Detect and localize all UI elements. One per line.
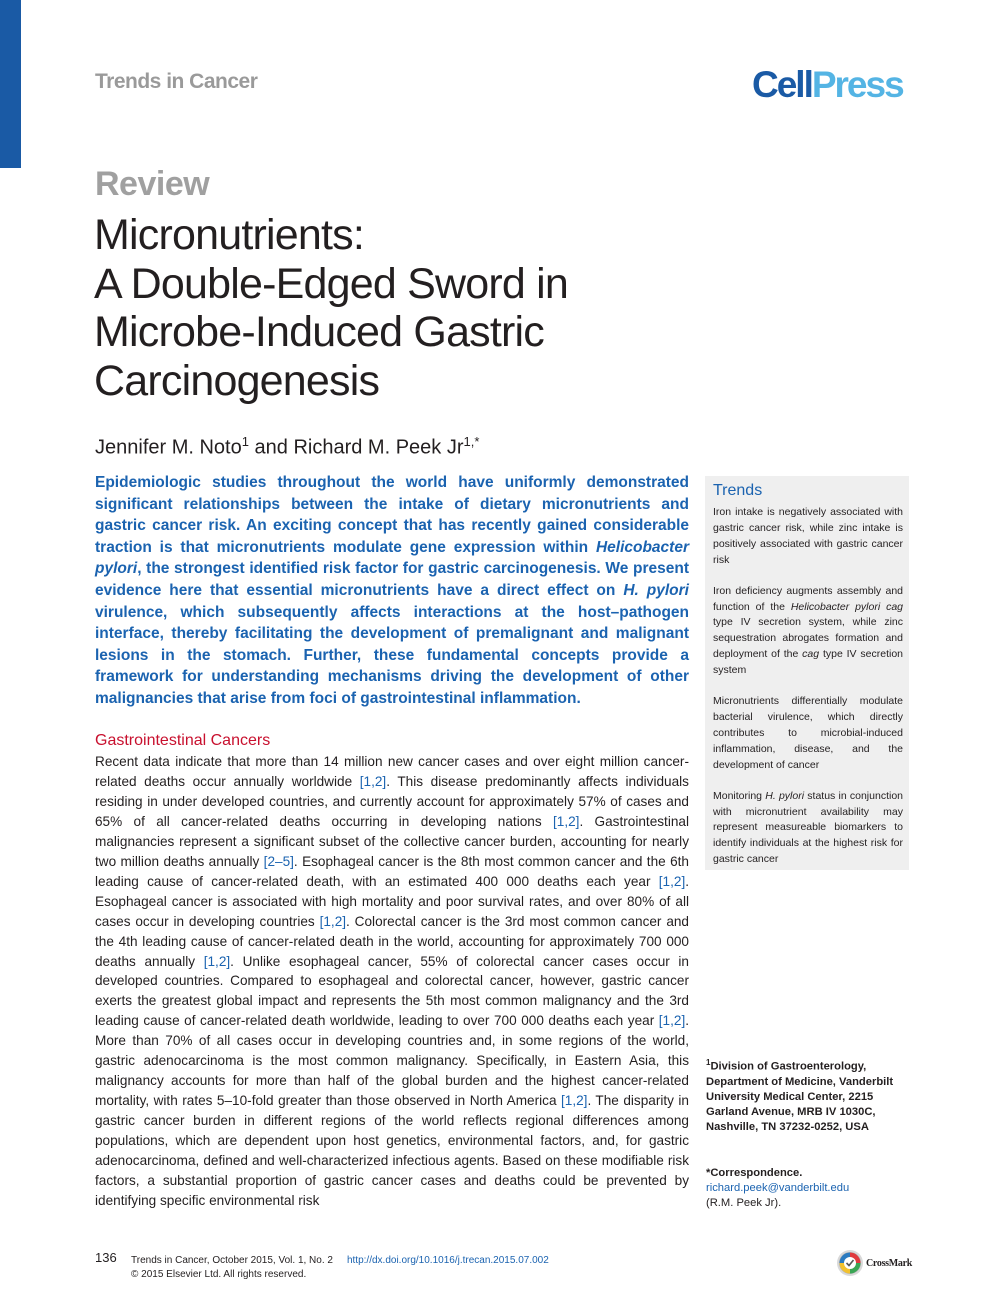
correspondence-name: (R.M. Peek Jr). <box>706 1197 782 1209</box>
trends-item: Iron intake is negatively associated with gastric cancer risk, while zinc intake is positively associated with gastric cancer risk <box>713 506 903 566</box>
page-number: 136 <box>95 1250 117 1265</box>
abstract-text: Epidemiologic studies throughout the world have uniformly demonstrated significant relationships between the intake of dietary micronutrients and gastric cancer risk. An exciting concept that has recently gained considerable traction is that micronutrients modulate gene expression within <box>95 474 689 556</box>
body-text: . Unlike esophageal cancer, 55% of colorectal cancer cases occur in developed countries. Compared to esophageal and colorectal cancer, however, gastric cancer exerts the greatest global impact and represents the 5th most common malignancy and the 3rd leading cause of cancer-related death worldwide, leading to over 700 000 deaths each year <box>95 953 689 1029</box>
trends-species-name: Helicobacter pylori cag <box>790 600 903 613</box>
crossmark-badge[interactable] <box>836 1249 956 1279</box>
trends-gene-name: cag <box>802 648 820 661</box>
trends-sidebar <box>705 476 909 870</box>
affiliation-line: Department of Medicine, Vanderbilt <box>706 1075 894 1088</box>
author-peek[interactable]: Richard M. Peek Jr <box>293 436 464 459</box>
abstract-species-name: H. pylori <box>623 581 689 599</box>
logo-cell-text: Cell <box>752 64 812 105</box>
reference-link[interactable]: [1,2] <box>552 813 580 829</box>
journal-accent-bar <box>0 0 21 168</box>
body-text: . This disease predominantly affects individuals residing in under developed countries, and currently account for approximately 57% of cases and 65% of all cancer-related deaths occurring in developing nations <box>95 773 689 829</box>
footer-citation-line <box>131 1255 549 1266</box>
footer-citation: Trends in Cancer, October 2015, Vol. 1, No. 2 <box>131 1255 333 1266</box>
author-list <box>95 428 479 462</box>
journal-name: Trends in Cancer <box>95 70 258 93</box>
trends-text: Monitoring <box>713 789 766 802</box>
title-line: Micronutrients: <box>94 211 364 259</box>
reference-link[interactable]: [1,2] <box>359 773 387 789</box>
footer-copyright: © 2015 Elsevier Ltd. All rights reserved. <box>131 1269 307 1280</box>
article-title <box>94 211 714 405</box>
author-affiliation-marker: 1 <box>241 434 249 449</box>
abstract-species-name: Helicobacter pylori <box>95 538 689 578</box>
affiliation-line: Garland Avenue, MRB IV 1030C, <box>706 1105 876 1118</box>
trends-item <box>713 789 903 869</box>
trends-item <box>713 584 903 679</box>
affiliation-line: University Medical Center, 2215 <box>706 1090 874 1103</box>
reference-link[interactable]: [1,2] <box>658 873 686 889</box>
reference-link[interactable]: [1,2] <box>319 913 347 929</box>
article-type: Review <box>95 165 210 203</box>
doi-link[interactable]: http://dx.doi.org/10.1016/j.trecan.2015.07.002 <box>346 1255 549 1266</box>
trends-text: Iron deficiency augments assembly and function of the <box>713 584 903 613</box>
trends-item: Micronutrients differentially modulate bacterial virulence, which directly contributes to microbial-induced inflammation, disease, and the development of cancer <box>713 695 903 771</box>
title-line: Carcinogenesis <box>94 356 380 405</box>
title-line: Microbe-Induced Gastric <box>94 308 545 356</box>
trends-title: Trends <box>713 482 763 499</box>
trends-text: type IV secretion system, while zinc sequestration abrogates formation and deployment of the <box>713 616 903 661</box>
affiliation-marker: 1 <box>706 1058 711 1067</box>
abstract-text: virulence, which subsequently affects interactions at the host–pathogen interface, thereby facilitating the development of premalignant and malignant lesions in the stomach. Further, these fundamental concepts provide a framework for understanding mechanisms driving the development of other malignancies that arise from foci of gastrointestinal inflammation. <box>95 603 689 707</box>
author-affiliation <box>706 1055 906 1135</box>
body-text: Recent data indicate that more than 14 million new cancer cases and over eight million cancer-related deaths occur annually worldwide <box>95 754 689 789</box>
author-affiliation-marker: 1,* <box>463 434 480 449</box>
reference-link[interactable]: [1,2] <box>203 953 231 969</box>
trends-text: type IV secretion system <box>713 648 904 677</box>
correspondence-label: *Correspondence. <box>706 1167 803 1179</box>
affiliation-line: Nashville, TN 37232-0252, USA <box>706 1120 869 1133</box>
section-heading: Gastrointestinal Cancers <box>95 732 271 749</box>
body-text: . Colorectal cancer is the 3rd most common cancer and the 4th leading cause of cancer-related death in the world, accounting for approximately 700 000 deaths annually <box>95 913 689 969</box>
body-text: . Esophageal cancer is the 8th most common cancer and the 6th leading cause of cancer-related death, with an estimated 400 000 deaths each year <box>95 853 689 889</box>
author-noto[interactable]: Jennifer M. Noto <box>95 436 242 459</box>
crossmark-label: CrossMark <box>866 1258 913 1269</box>
trends-species-name: H. pylori <box>765 789 805 802</box>
logo-press-text: Press <box>811 64 903 105</box>
body-text: . Esophageal cancer is associated with high mortality and poor survival rates, and over 80% of all cases occur in developing countries <box>95 873 689 929</box>
crossmark-icon <box>836 1249 864 1277</box>
reference-link[interactable]: [2–5] <box>263 853 294 869</box>
abstract <box>95 472 689 710</box>
body-text: . More than 70% of all cases occur in developing countries and, in some regions of the world, gastric adenocarcinoma is the most common malignancy. Specifically, in Eastern Asia, this malignancy accounts for more than half of the global burden and the highest cancer-related mortality, with rates 5–10-fold greater than those observed in North America <box>95 1013 689 1109</box>
cellpress-logo[interactable] <box>752 62 903 108</box>
reference-link[interactable]: [1,2] <box>560 1093 588 1109</box>
correspondence <box>706 1166 906 1211</box>
reference-link[interactable]: [1,2] <box>658 1013 686 1029</box>
affiliation-line: Division of Gastroenterology, <box>710 1060 867 1073</box>
body-text: . Gastrointestinal malignancies represent a significant subset of the collective cancer burden, accounting for nearly two million deaths annually <box>95 813 689 869</box>
correspondence-email-link[interactable]: richard.peek@vanderbilt.edu <box>706 1182 850 1194</box>
author-conjunction: and <box>248 436 294 459</box>
body-text: . The disparity in gastric cancer burden in different regions of the world reflects regional differences among populations, which are dependent upon host genetics, environmental factors, and, for gastric adenocarcinoma, defined and well-characterized infectious agents. Based on these modifiable risk factors, a substantial proportion of gastric cancer cases and deaths could be prevented by identifying specific environmental risk <box>95 1093 689 1208</box>
abstract-text: , the strongest identified risk factor for gastric carcinogenesis. We present evidence here that essential micronutrients have a direct effect on <box>95 560 689 599</box>
body-paragraph <box>95 752 689 1211</box>
title-line: A Double-Edged Sword in <box>94 259 569 308</box>
trends-text: status in conjunction with micronutrient availability may represent measureable biomarkers to identify individuals at the highest risk for gastric cancer <box>713 789 904 866</box>
